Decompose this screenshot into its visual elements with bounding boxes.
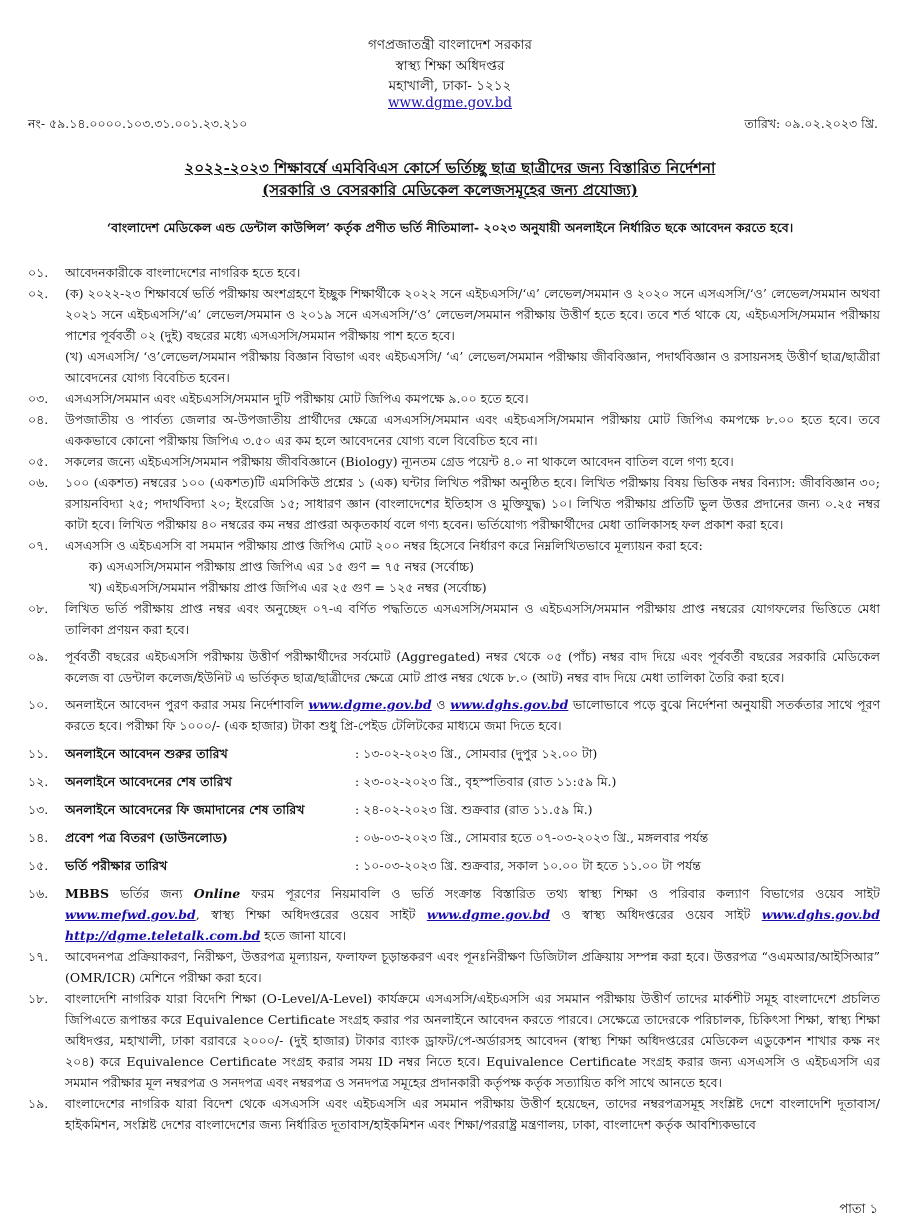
item-paragraph bbox=[65, 556, 880, 577]
list-item bbox=[28, 598, 880, 640]
item-number: ০৫. bbox=[28, 454, 49, 469]
website-link[interactable]: www.dgme.gov.bd bbox=[426, 907, 551, 922]
item-number: ১৮. bbox=[28, 991, 49, 1006]
text-segment: MBBS bbox=[65, 886, 109, 901]
item-body bbox=[65, 646, 880, 688]
document-subtitle: (সরকারি ও বেসরকারি মেডিকেল কলেজসমূহের জন্য প্রযোজ্য) bbox=[262, 181, 638, 199]
list-item bbox=[28, 535, 880, 598]
text-segment: আবেদনকারীকে বাংলাদেশের নাগরিক হতে হবে। bbox=[65, 265, 301, 280]
item-body bbox=[65, 988, 880, 1093]
text-segment: অনলাইনে আবেদন পুরণ করার সময় নির্দেশাবলি bbox=[65, 697, 309, 712]
item-paragraph bbox=[65, 883, 880, 946]
website-link[interactable]: www.mefwd.gov.bd bbox=[65, 907, 196, 922]
text-segment: লিখিত ভর্তি পরীক্ষায় প্রাপ্ত নম্বর এবং অনুচ্ছেদ ০৭-এ বর্ণিত পদ্ধতিতে এসএসসি/সমমান ও এইচএসসি/সমমান পরীক্ষায় প্রাপ্ত নম্বরের যোগফলের ভিত্তিতে মেধা তালিকা প্রণয়ন করা হবে। bbox=[65, 601, 880, 637]
text-segment: (ক) ২০২২-২৩ শিক্ষাবর্ষে ভর্তি পরীক্ষায় অংশগ্রহণে ইচ্ছুক শিক্ষার্থীকে ২০২২ সনে এইচএসসি/‘এ’ লেভেল/সমমান ও ২০২০ সনে এসএসসি/‘ও’ লেভেল/সমমান অথবা ২০২১ সনে এইচএসসি/‘এ’ লেভেল/সমমান ও ২০১৯ সনে এসএসসি/‘ও’ লেভেল/সমমান পরীক্ষায় উত্তীর্ণ হতে হবে। তবে শর্ত থাকে যে, এইচএসসি/সমমান পরীক্ষায় পাশের পূর্ববর্তী ০২ (দুই) বছরের মধ্যে এসএসসি/সমমান পরীক্ষায় পাশ হতে হবে। bbox=[65, 286, 880, 343]
item-number: ১১. bbox=[28, 746, 49, 761]
item-body bbox=[65, 472, 880, 535]
list-item bbox=[28, 946, 880, 988]
list-item bbox=[28, 388, 880, 409]
item-number: ০৪. bbox=[28, 412, 49, 427]
item-paragraph bbox=[65, 598, 880, 640]
department-name: স্বাস্থ্য শিক্ষা অধিদপ্তর bbox=[395, 58, 505, 74]
item-paragraph bbox=[65, 694, 880, 736]
item-paragraph bbox=[65, 388, 880, 409]
text-segment: ক) এসএসসি/সমমান পরীক্ষায় প্রাপ্ত জিপিএ এর ১৫ গুণ = ৭৫ নম্বর (সর্বোচ্চ) bbox=[89, 559, 475, 574]
schedule-value: : ০৬-০৩-২০২৩ খ্রি., সোমবার হতে ০৭-০৩-২০২৩ খ্রি., মঙ্গলবার পর্যন্ত bbox=[355, 830, 709, 845]
website-link[interactable]: http://dgme.teletalk.com.bd bbox=[65, 928, 261, 943]
item-paragraph bbox=[65, 409, 880, 451]
text-segment: সকলের জন্যে এইচএসসি/সমমান পরীক্ষায় জীববিজ্ঞানে (Biology) ন্যূনতম গ্রেড পয়েন্ট ৪.০ না থাকলে আবেদন বাতিল বলে গণ্য হবে। bbox=[65, 454, 734, 469]
schedule-label: ভর্তি পরীক্ষার তারিখ bbox=[65, 858, 168, 873]
item-paragraph bbox=[65, 946, 880, 988]
item-body bbox=[65, 262, 880, 283]
schedule-value: : ১০-০৩-২০২৩ খ্রি. শুক্রবার, সকাল ১০.০০ টা হতে ১১.০০ টা পর্যন্ত bbox=[355, 858, 701, 873]
list-item bbox=[28, 1093, 880, 1135]
item-number: ০৯. bbox=[28, 649, 49, 664]
text-segment: এসএসসি ও এইচএসসি বা সমমান পরীক্ষায় প্রাপ্ত জিপিএ মোট ২০০ নম্বর হিসেবে নির্ধারণ করে নিম্নলিখিতভাবে মূল্যায়ন করা হবে: bbox=[65, 538, 703, 553]
text-segment: ও bbox=[431, 697, 451, 712]
list-item bbox=[28, 409, 880, 451]
text-segment: আবেদনপত্র প্রক্রিয়াকরণ, নিরীক্ষণ, উত্তরপত্র মূল্যায়ন, ফলাফল চূড়ান্তকরণ এবং পূনঃনিরীক্ষণ ডিজিটাল প্রক্রিয়ায় সম্পন্ন করা হবে। উত্তরপত্র “ওএমআর/আইসিআর” (OMR/ICR) মেশিনে পরীক্ষা করা হবে। bbox=[65, 949, 880, 985]
instruction-list bbox=[28, 262, 880, 1135]
item-paragraph bbox=[65, 577, 880, 598]
item-paragraph bbox=[65, 646, 880, 688]
list-item bbox=[28, 771, 880, 792]
text-segment: ও স্বাস্থ্য অধিদপ্তরের ওয়েব সাইট bbox=[550, 907, 762, 922]
item-paragraph bbox=[65, 451, 880, 472]
text-segment: বাংলাদেশের নাগরিক যারা বিদেশ থেকে এসএসসি এবং এইচএসসি এর সমমান পরীক্ষায় উত্তীর্ণ হয়েছেন, তাদের নম্বরপত্রসমূহ সংশ্লিষ্ট দেশে বাংলাদেশি দূতাবাস/হাইকমিশন, সংশ্লিষ্ট দেশের বাংলাদেশের জন্য নির্ধারিত দূতাবাস/হাইকমিশন এবং শিক্ষা/পররাষ্ট্র মন্ত্রণালয়, ঢাকা, বাংলাদেশ কর্তৃক আবশ্যিকভাবে bbox=[65, 1096, 880, 1132]
text-segment: (খ) এসএসসি/ ‘ও’লেভেল/সমমান পরীক্ষায় বিজ্ঞান বিভাগ এবং এইচএসসি/ ‘এ’ লেভেল/সমমান পরীক্ষায় জীববিজ্ঞান, পদার্থবিজ্ঞান ও রসায়নসহ উত্তীর্ণ ছাত্র/ছাত্রীরা আবেদনের যোগ্য বিবেচিত হবেন। bbox=[65, 349, 880, 385]
item-paragraph bbox=[65, 988, 880, 1093]
text-segment: এসএসসি/সমমান এবং এইচএসসি/সমমান দুটি পরীক্ষায় মোট জিপিএ কমপক্ষে ৯.০০ হতে হবে। bbox=[65, 391, 529, 406]
item-number: ০৩. bbox=[28, 391, 49, 406]
list-item bbox=[28, 855, 880, 876]
item-number: ১৫. bbox=[28, 858, 49, 873]
govt-name: গণপ্রজাতন্ত্রী বাংলাদেশ সরকার bbox=[368, 37, 532, 53]
list-item bbox=[28, 262, 880, 283]
item-number: ০৮. bbox=[28, 601, 49, 616]
text-segment: ভর্তির জন্য bbox=[109, 886, 194, 901]
item-number: ১০. bbox=[28, 697, 49, 712]
item-body bbox=[65, 283, 880, 388]
schedule-label: অনলাইনে আবেদন শুরুর তারিখ bbox=[65, 746, 228, 761]
list-item bbox=[28, 799, 880, 820]
item-number: ১৪. bbox=[28, 830, 49, 845]
text-segment: উপজাতীয় ও পার্বত্য জেলার অ-উপজাতীয় প্রার্থীদের ক্ষেত্রে এসএসসি/সমমান এবং এইচএসসি/সমমান পরীক্ষায় মোট জিপিএ কমপক্ষে ৮.০০ হতে হবে। তবে এককভাবে কোনো পরীক্ষায় জিপিএ ৩.৫০ এর কম হলে আবেদনের যোগ্য বলে বিবেচিত হবে না। bbox=[65, 412, 880, 448]
item-number: ১৩. bbox=[28, 802, 49, 817]
text-segment: বাংলাদেশি নাগরিক যারা বিদেশি শিক্ষা (O-Level/A-Level) কার্যক্রমে এসএসসি/এইচএসসি এর সমমান পরীক্ষায় উত্তীর্ণ তাদের মার্কশীট সমূহ বাংলাদেশে প্রচলিত জিপিএতে রূপান্তর করে Equivalence Certificate সংগ্রহ করার পর অনলাইনে আবেদন করতে পারবে। সেক্ষেত্রে তাদেরকে পরিচালক, চিকিৎসা শিক্ষা, স্বাস্থ্য শিক্ষা অধিদপ্তর, মহাখালী, ঢাকা বরাবরে ২০০০/- (দুই হাজার) টাকার ব্যাংক ড্রাফট/পে-অর্ডারসহ আবেদন (স্বাস্থ্য শিক্ষা অধিদপ্তরের মেডিকেল এডুকেশন শাখার কক্ষ নং ২০৪) করে Equivalence Certificate সংগ্রহ করার সময় ID নম্বর নিতে হবে। Equivalence Certificate সংগ্রহ করার জন্য এসএসসি ও এইচএসসি এর সমমান পরীক্ষার মূল নম্বরপত্র ও সনদপত্র এবং নম্বরপত্র ও সনদপত্র সমূহের প্রদানকারী কর্তৃপক্ষ কর্তৃক সত্যায়িত কপি সাথে আনতে হবে। bbox=[65, 991, 880, 1090]
reference-number: নং- ৫৯.১৪.০০০০.১০৩.৩১.০০১.২৩.২১০ bbox=[28, 116, 248, 131]
schedule-value: : ২৩-০২-২০২৩ খ্রি., বৃহস্পতিবার (রাত ১১:৫৯ মি.) bbox=[355, 774, 617, 789]
item-paragraph bbox=[65, 472, 880, 535]
item-number: ১৯. bbox=[28, 1096, 49, 1111]
website-link[interactable]: www.dghs.gov.bd bbox=[761, 907, 880, 922]
item-body bbox=[65, 535, 880, 598]
item-number: ১৭. bbox=[28, 949, 49, 964]
item-paragraph bbox=[65, 1093, 880, 1135]
item-body bbox=[65, 883, 880, 946]
schedule-value: : ১৩-০২-২০২৩ খ্রি., সোমবার (দুপুর ১২.০০ টা) bbox=[355, 746, 598, 761]
list-item bbox=[28, 451, 880, 472]
item-paragraph bbox=[65, 262, 880, 283]
item-number: ০২. bbox=[28, 286, 49, 301]
schedule-label: অনলাইনে আবেদনের শেষ তারিখ bbox=[65, 774, 232, 789]
item-number: ১৬. bbox=[28, 886, 49, 901]
website-link[interactable]: www.dgme.gov.bd bbox=[308, 697, 432, 712]
schedule-label: প্রবেশ পত্র বিতরণ (ডাউনলোড) bbox=[65, 830, 228, 845]
document-title: ২০২২-২০২৩ শিক্ষাবর্ষে এমবিবিএস কোর্সে ভর্তিচ্ছু ছাত্র ছাত্রীদের জন্য বিস্তারিত নির্দেশনা bbox=[184, 159, 716, 177]
item-number: ০৬. bbox=[28, 475, 49, 490]
item-body bbox=[65, 451, 880, 472]
text-segment: , স্বাস্থ্য শিক্ষা অধিদপ্তরের ওয়েব সাইট bbox=[195, 907, 427, 922]
list-item bbox=[28, 694, 880, 736]
policy-statement: ‘বাংলাদেশ মেডিকেল এন্ড ডেন্টাল কাউন্সিল’ কর্তৃক প্রণীত ভর্তি নীতিমালা- ২০২৩ অনুযায়ী অনলাইনে নির্ধারিত ছকে আবেদন করতে হবে। bbox=[106, 220, 794, 235]
item-body bbox=[65, 855, 880, 876]
item-body bbox=[65, 388, 880, 409]
text-segment: হতে জানা যাবে। bbox=[260, 928, 347, 943]
issue-date: তারিখ: ০৯.০২.২০২৩ খ্রি. bbox=[744, 116, 878, 131]
item-body bbox=[65, 409, 880, 451]
list-item bbox=[28, 743, 880, 764]
list-item bbox=[28, 988, 880, 1093]
item-number: ১২. bbox=[28, 774, 49, 789]
text-segment: খ) এইচএসসি/সমমান পরীক্ষায় প্রাপ্ত জিপিএ এর ২৫ গুণ = ১২৫ নম্বর (সর্বোচ্চ) bbox=[89, 580, 487, 595]
item-paragraph bbox=[65, 283, 880, 346]
text-segment: ভালোভাবে পড়ে বুঝে নির্দেশনা অনুযায়ী সতর্কতার সাথে পূরণ করতে হবে। পরীক্ষা ফি ১০০০/- (এক হাজার) টাকা শুধু প্রি-পেইড টেলিটকের মাধ্যমে জমা দিতে হবে। bbox=[65, 697, 880, 733]
website-link[interactable]: www.dgme.gov.bd bbox=[387, 95, 513, 111]
text-segment: পূর্ববর্তী বছরের এইচএসসি পরীক্ষায় উত্তীর্ণ পরীক্ষার্থীদের সর্বমোট (Aggregated) নম্বর থেকে ০৫ (পাঁচ) নম্বর বাদ দিয়ে এবং পূর্ববর্তী বছরের সরকারি মেডিকেল কলেজ বা ডেন্টাল কলেজ/ইউনিট এ ভর্তিকৃত ছাত্র/ছাত্রীদের ক্ষেত্রে মোট প্রাপ্ত নম্বর থেকে ৮.০ (আট) নম্বর বাদ দিয়ে মেধা তালিকা তৈরি করা হবে। bbox=[65, 649, 880, 685]
item-body bbox=[65, 694, 880, 736]
list-item bbox=[28, 883, 880, 946]
item-number: ০১. bbox=[28, 265, 49, 280]
schedule-label: অনলাইনে আবেদনের ফি জমাদানের শেষ তারিখ bbox=[65, 802, 305, 817]
item-body bbox=[65, 598, 880, 640]
page-number: পাতা ১ bbox=[839, 1202, 878, 1217]
list-item bbox=[28, 472, 880, 535]
item-body bbox=[65, 743, 880, 764]
item-body bbox=[65, 799, 880, 820]
item-body bbox=[65, 1093, 880, 1135]
item-body bbox=[65, 771, 880, 792]
website-link[interactable]: www.dghs.gov.bd bbox=[450, 697, 569, 712]
text-segment: Online bbox=[193, 886, 241, 901]
item-paragraph bbox=[65, 346, 880, 388]
item-body bbox=[65, 827, 880, 848]
text-segment: ১০০ (একশত) নম্বরের ১০০ (একশত)টি এমসিকিউ প্রশ্নের ১ (এক) ঘন্টার লিখিত পরীক্ষা অনুষ্ঠিত হবে। লিখিত পরীক্ষায় বিষয় ভিত্তিক নম্বর বিন্যাস: জীববিজ্ঞান ৩০; রসায়নবিদ্যা ২৫; পদার্থবিদ্যা ২০; ইংরেজি ১৫; সাধারণ জ্ঞান (বাংলাদেশের ইতিহাস ও মুক্তিযুদ্ধ) ১০। লিখিত পরীক্ষায় প্রতিটি ভুল উত্তর প্রদানের জন্য ০.২৫ নম্বর কাটা হবে। লিখিত পরীক্ষায় ৪০ নম্বরের কম নম্বর প্রাপ্তরা অকৃতকার্য বলে গণ্য হবেন। ভর্তিযোগ্য পরীক্ষার্থীদের মেধা তালিকাসহ ফল প্রকাশ করা হবে। bbox=[65, 475, 880, 532]
list-item bbox=[28, 827, 880, 848]
item-paragraph bbox=[65, 535, 880, 556]
item-number: ০৭. bbox=[28, 538, 49, 553]
item-body bbox=[65, 946, 880, 988]
schedule-value: : ২৪-০২-২০২৩ খ্রি. শুক্রবার (রাত ১১.৫৯ মি.) bbox=[355, 802, 593, 817]
list-item bbox=[28, 646, 880, 688]
list-item bbox=[28, 283, 880, 388]
address: মহাখালী, ঢাকা- ১২১২ bbox=[388, 78, 512, 94]
text-segment: ফরম পূরণের নিয়মাবলি ও ভর্তি সংক্রান্ত বিস্তারিত তথ্য স্বাস্থ্য শিক্ষা ও পরিবার কল্যাণ বিভাগের ওয়েব সাইট bbox=[240, 886, 880, 901]
